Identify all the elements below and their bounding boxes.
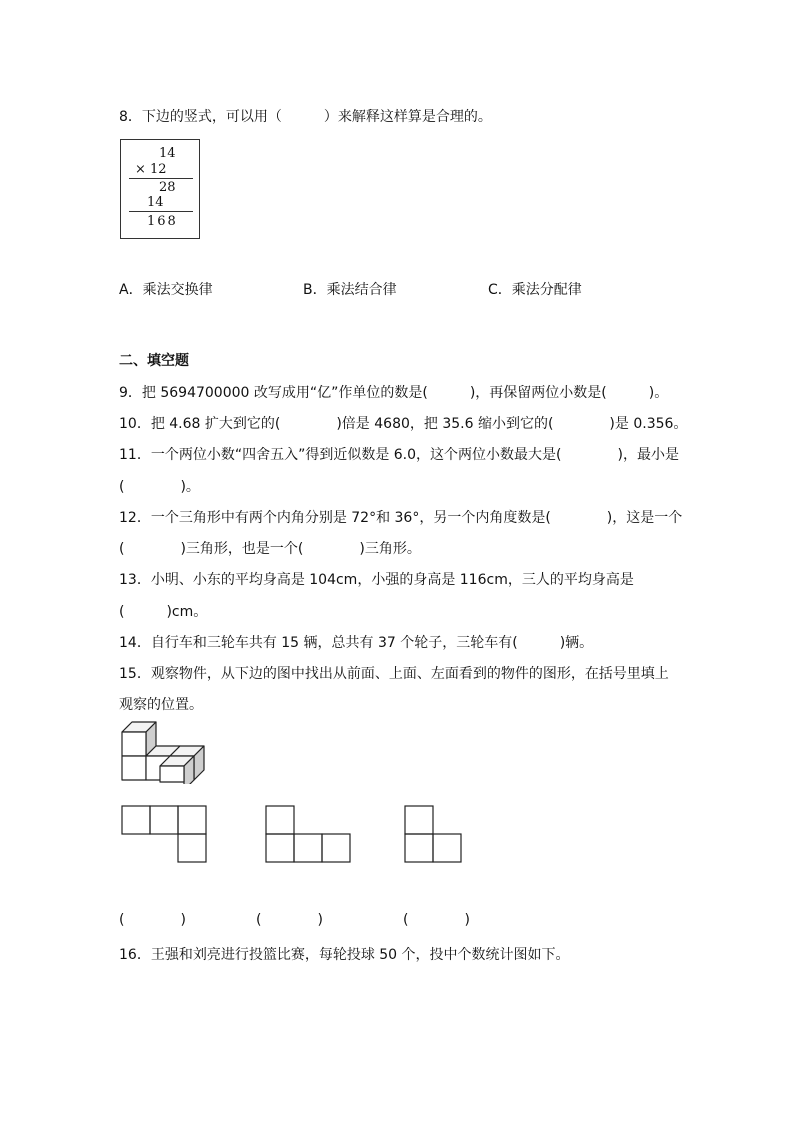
q8-stem: 8．下边的竖式，可以用（ ）来解释这样算是合理的。 <box>119 109 492 125</box>
q12-line2: ( )三角形，也是一个( )三角形。 <box>119 541 421 557</box>
option-b[interactable]: B．乘法结合律 <box>303 282 397 298</box>
view-figure-1 <box>121 805 209 863</box>
q12-line1: 12．一个三角形中有两个内角分别是 72°和 36°，另一个内角度数是( )，这是一个 <box>119 510 683 526</box>
calc-row-partial-1: 28 <box>159 180 176 195</box>
view-figure-2 <box>265 805 353 863</box>
q11-line2: ( )。 <box>119 479 200 495</box>
q11-line1: 11．一个两位小数“四舍五入”得到近似数是 6.0，这个两位小数最大是( )，最小是 <box>119 447 679 463</box>
q13-line2: ( )cm。 <box>119 604 208 620</box>
cube-figure <box>118 718 208 784</box>
option-a[interactable]: A．乘法交换律 <box>119 282 213 298</box>
q13-line1: 13．小明、小东的平均身高是 104cm，小强的身高是 116cm，三人的平均身高是 <box>119 572 634 588</box>
answer-blank-1[interactable]: ( ) <box>119 912 186 928</box>
q15-line2: 观察的位置。 <box>119 697 203 713</box>
vertical-multiplication <box>120 139 200 239</box>
answer-blank-2[interactable]: ( ) <box>256 912 323 928</box>
option-c[interactable]: C．乘法分配律 <box>488 282 582 298</box>
calc-rule-1 <box>129 178 193 179</box>
calc-row-multiplier: × 12 <box>135 162 167 177</box>
calc-row-multiplicand: 14 <box>159 146 176 161</box>
calc-row-product: 168 <box>147 214 178 229</box>
section-title: 二、填空题 <box>119 353 189 369</box>
calc-row-partial-2: 14 <box>147 195 164 210</box>
q9: 9．把 5694700000 改写成用“亿”作单位的数是( )，再保留两位小数是( )。 <box>119 385 669 401</box>
q15-line1: 15．观察物件，从下边的图中找出从前面、上面、左面看到的物件的图形，在括号里填上 <box>119 666 669 682</box>
q14: 14．自行车和三轮车共有 15 辆，总共有 37 个轮子，三轮车有( )辆。 <box>119 635 594 651</box>
calc-rule-2 <box>129 211 193 212</box>
answer-blank-3[interactable]: ( ) <box>403 912 470 928</box>
view-figure-3 <box>404 805 464 863</box>
q10: 10．把 4.68 扩大到它的( )倍是 4680，把 35.6 缩小到它的( )是 0.356。 <box>119 416 688 432</box>
q16: 16．王强和刘亮进行投篮比赛，每轮投球 50 个，投中个数统计图如下。 <box>119 947 570 963</box>
